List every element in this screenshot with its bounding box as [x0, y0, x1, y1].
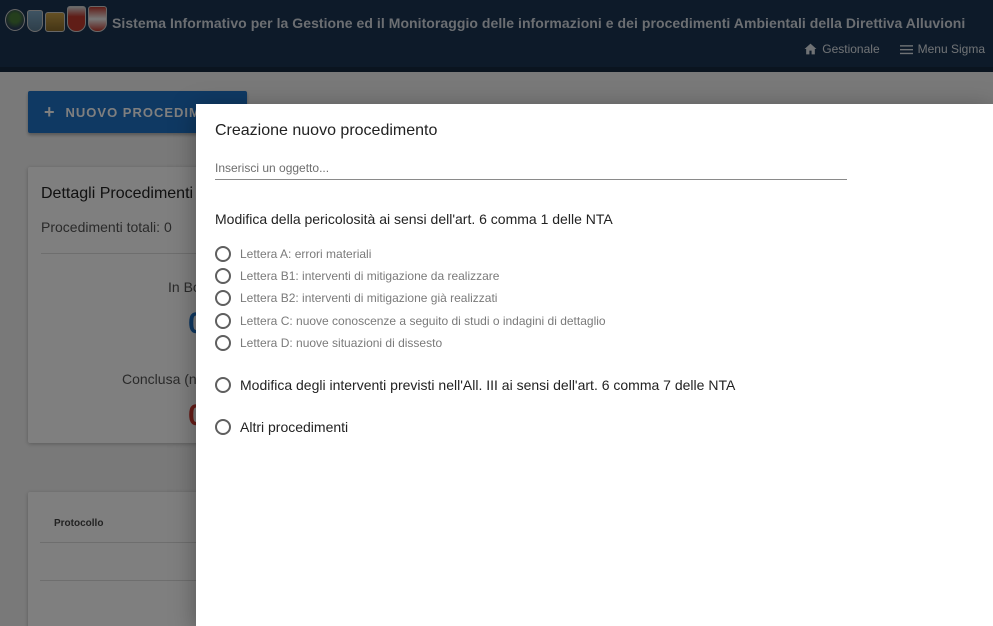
radio-button[interactable] [215, 290, 231, 306]
radio-label: Lettera B1: interventi di mitigazione da realizzare [240, 269, 500, 283]
radio-option-modifica-interventi[interactable] [215, 377, 735, 393]
radio-button[interactable] [215, 246, 231, 262]
subject-input[interactable] [215, 156, 847, 180]
radio-label: Lettera C: nuove conoscenze a seguito di studi o indagini di dettaglio [240, 314, 606, 328]
radio-button[interactable] [215, 377, 231, 393]
radio-option-lettera-d[interactable] [215, 335, 442, 351]
section-heading: Modifica della pericolosità ai sensi dell'art. 6 comma 1 delle NTA [215, 211, 613, 227]
create-procedure-dialog [196, 104, 993, 626]
radio-option-lettera-b2[interactable] [215, 290, 497, 306]
radio-option-altri-procedimenti[interactable] [215, 419, 348, 435]
radio-button[interactable] [215, 419, 231, 435]
radio-label: Lettera A: errori materiali [240, 247, 372, 261]
radio-button[interactable] [215, 268, 231, 284]
radio-label: Altri procedimenti [240, 419, 349, 435]
radio-label: Lettera B2: interventi di mitigazione già realizzati [240, 291, 498, 305]
radio-option-lettera-b1[interactable] [215, 268, 499, 284]
radio-button[interactable] [215, 313, 231, 329]
radio-label: Lettera D: nuove situazioni di dissesto [240, 336, 443, 350]
dialog-title: Creazione nuovo procedimento [215, 122, 438, 139]
radio-label: Modifica degli interventi previsti nell'All. III ai sensi dell'art. 6 comma 7 delle NTA [240, 377, 736, 393]
radio-option-lettera-c[interactable] [215, 313, 606, 329]
radio-option-lettera-a[interactable] [215, 246, 371, 262]
radio-button[interactable] [215, 335, 231, 351]
